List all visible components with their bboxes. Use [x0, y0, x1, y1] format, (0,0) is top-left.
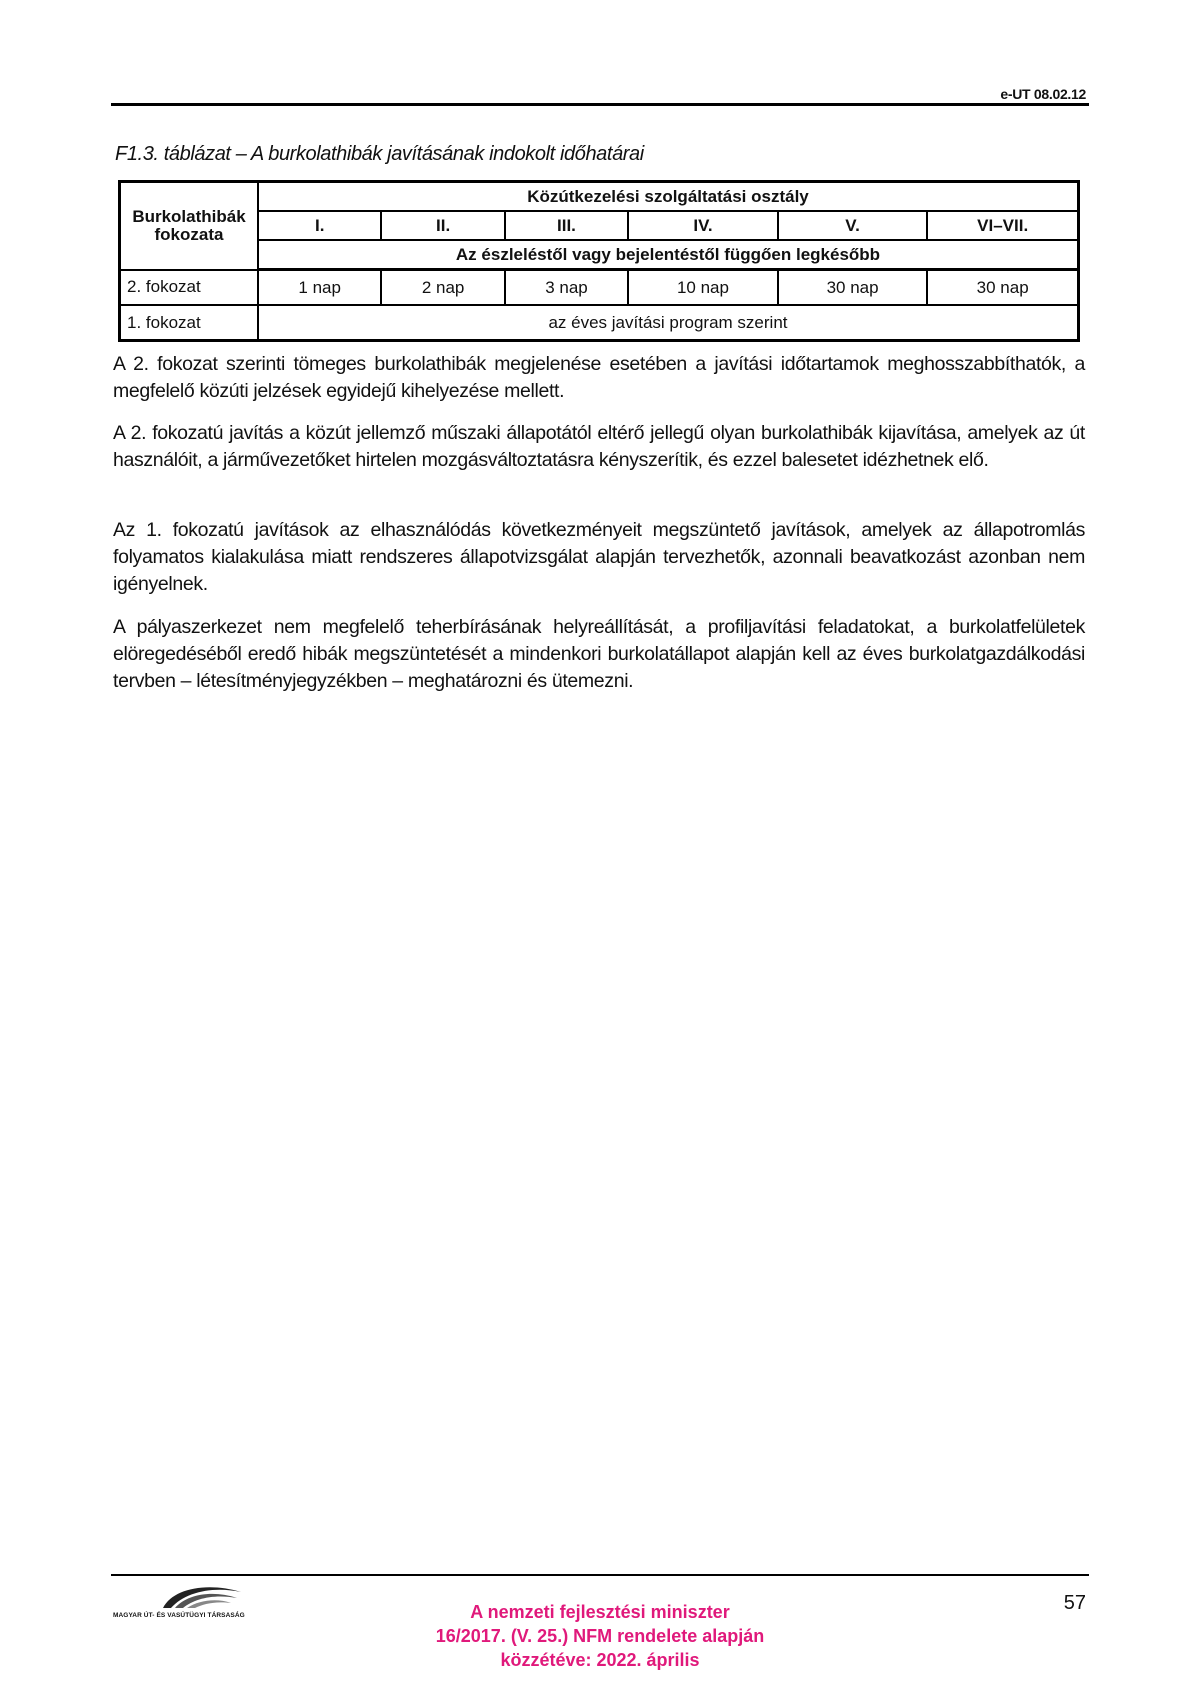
table-cell: 1 nap [258, 270, 381, 306]
body-paragraph: A pályaszerkezet nem megfelelő teherbírásának helyreállítását, a profiljavítási feladatokat, a burkolatfelületek elöregedéséből eredő hibák megszüntetését a mindenkori burkolatállapot alapján kell az éves burkolatgazdálkodási tervben – létesítményjegyzékben – meghatározni és ütemezni. [113, 616, 1085, 692]
logo-text: MAGYAR ÚT- ÉS VASÚTÜGYI TÁRSASÁG [113, 1612, 245, 1619]
publication-note-line: közzétéve: 2022. április [500, 1650, 700, 1670]
repair-deadline-table [118, 180, 1080, 342]
body-paragraph: A 2. fokozat szerinti tömeges burkolathibák megjelenése esetében a javítási időtartamok meghosszabbíthatók, a megfelelő közúti jelzések egyidejű kihelyezése mellett. [113, 353, 1085, 402]
class-header: I. [258, 211, 381, 240]
page-number: 57 [1063, 1592, 1086, 1614]
row-label: 2. fokozat [120, 270, 259, 306]
society-logo [113, 1578, 263, 1628]
table-cell: 30 nap [778, 270, 928, 306]
merged-table-cell: az éves javítási program szerint [258, 305, 1079, 341]
header-divider [111, 103, 1089, 106]
class-header: II. [381, 211, 504, 240]
table-cell: 30 nap [927, 270, 1078, 306]
footer-divider [111, 1574, 1089, 1576]
document-code: e-UT 08.02.12 [1000, 86, 1086, 102]
body-paragraph: A 2. fokozatú javítás a közút jellemző műszaki állapotától eltérő jellegű olyan burkolathibák kijavítása, amelyek az út használóit, a járművezetőket hirtelen mozgásváltoztatásra kényszerítik, és ezzel balesetet idézhetnek elő. [113, 422, 1085, 471]
table-row [120, 305, 1079, 341]
publication-note-line: A nemzeti fejlesztési miniszter [470, 1602, 730, 1622]
row-label: 1. fokozat [120, 305, 259, 341]
class-header: IV. [628, 211, 778, 240]
publication-note-line: 16/2017. (V. 25.) NFM rendelete alapján [435, 1626, 765, 1646]
service-class-header: Közútkezelési szolgáltatási osztály [258, 182, 1079, 212]
table-cell: 3 nap [505, 270, 628, 306]
table-caption: F1.3. táblázat – A burkolathibák javításának indokolt időhatárai [115, 143, 644, 165]
body-paragraph: Az 1. fokozatú javítások az elhasználódás következményeit megszüntető javítások, amelyek az állapotromlás folyamatos kialakulása miatt rendszeres állapotvizsgálat alapján tervezhetők, azonnali beavatkozást azonban nem igényelnek. [113, 519, 1085, 595]
class-header: V. [778, 211, 928, 240]
class-header: III. [505, 211, 628, 240]
table-cell: 10 nap [628, 270, 778, 306]
table-row [120, 270, 1079, 306]
class-header: VI–VII. [927, 211, 1078, 240]
table-cell: 2 nap [381, 270, 504, 306]
logo-swoosh-icon [113, 1578, 263, 1612]
publication-note [385, 1600, 815, 1672]
corner-header: Burkolathibák fokozata [120, 182, 259, 270]
deadline-header: Az észleléstől vagy bejelentéstől függően legkésőbb [258, 240, 1079, 270]
